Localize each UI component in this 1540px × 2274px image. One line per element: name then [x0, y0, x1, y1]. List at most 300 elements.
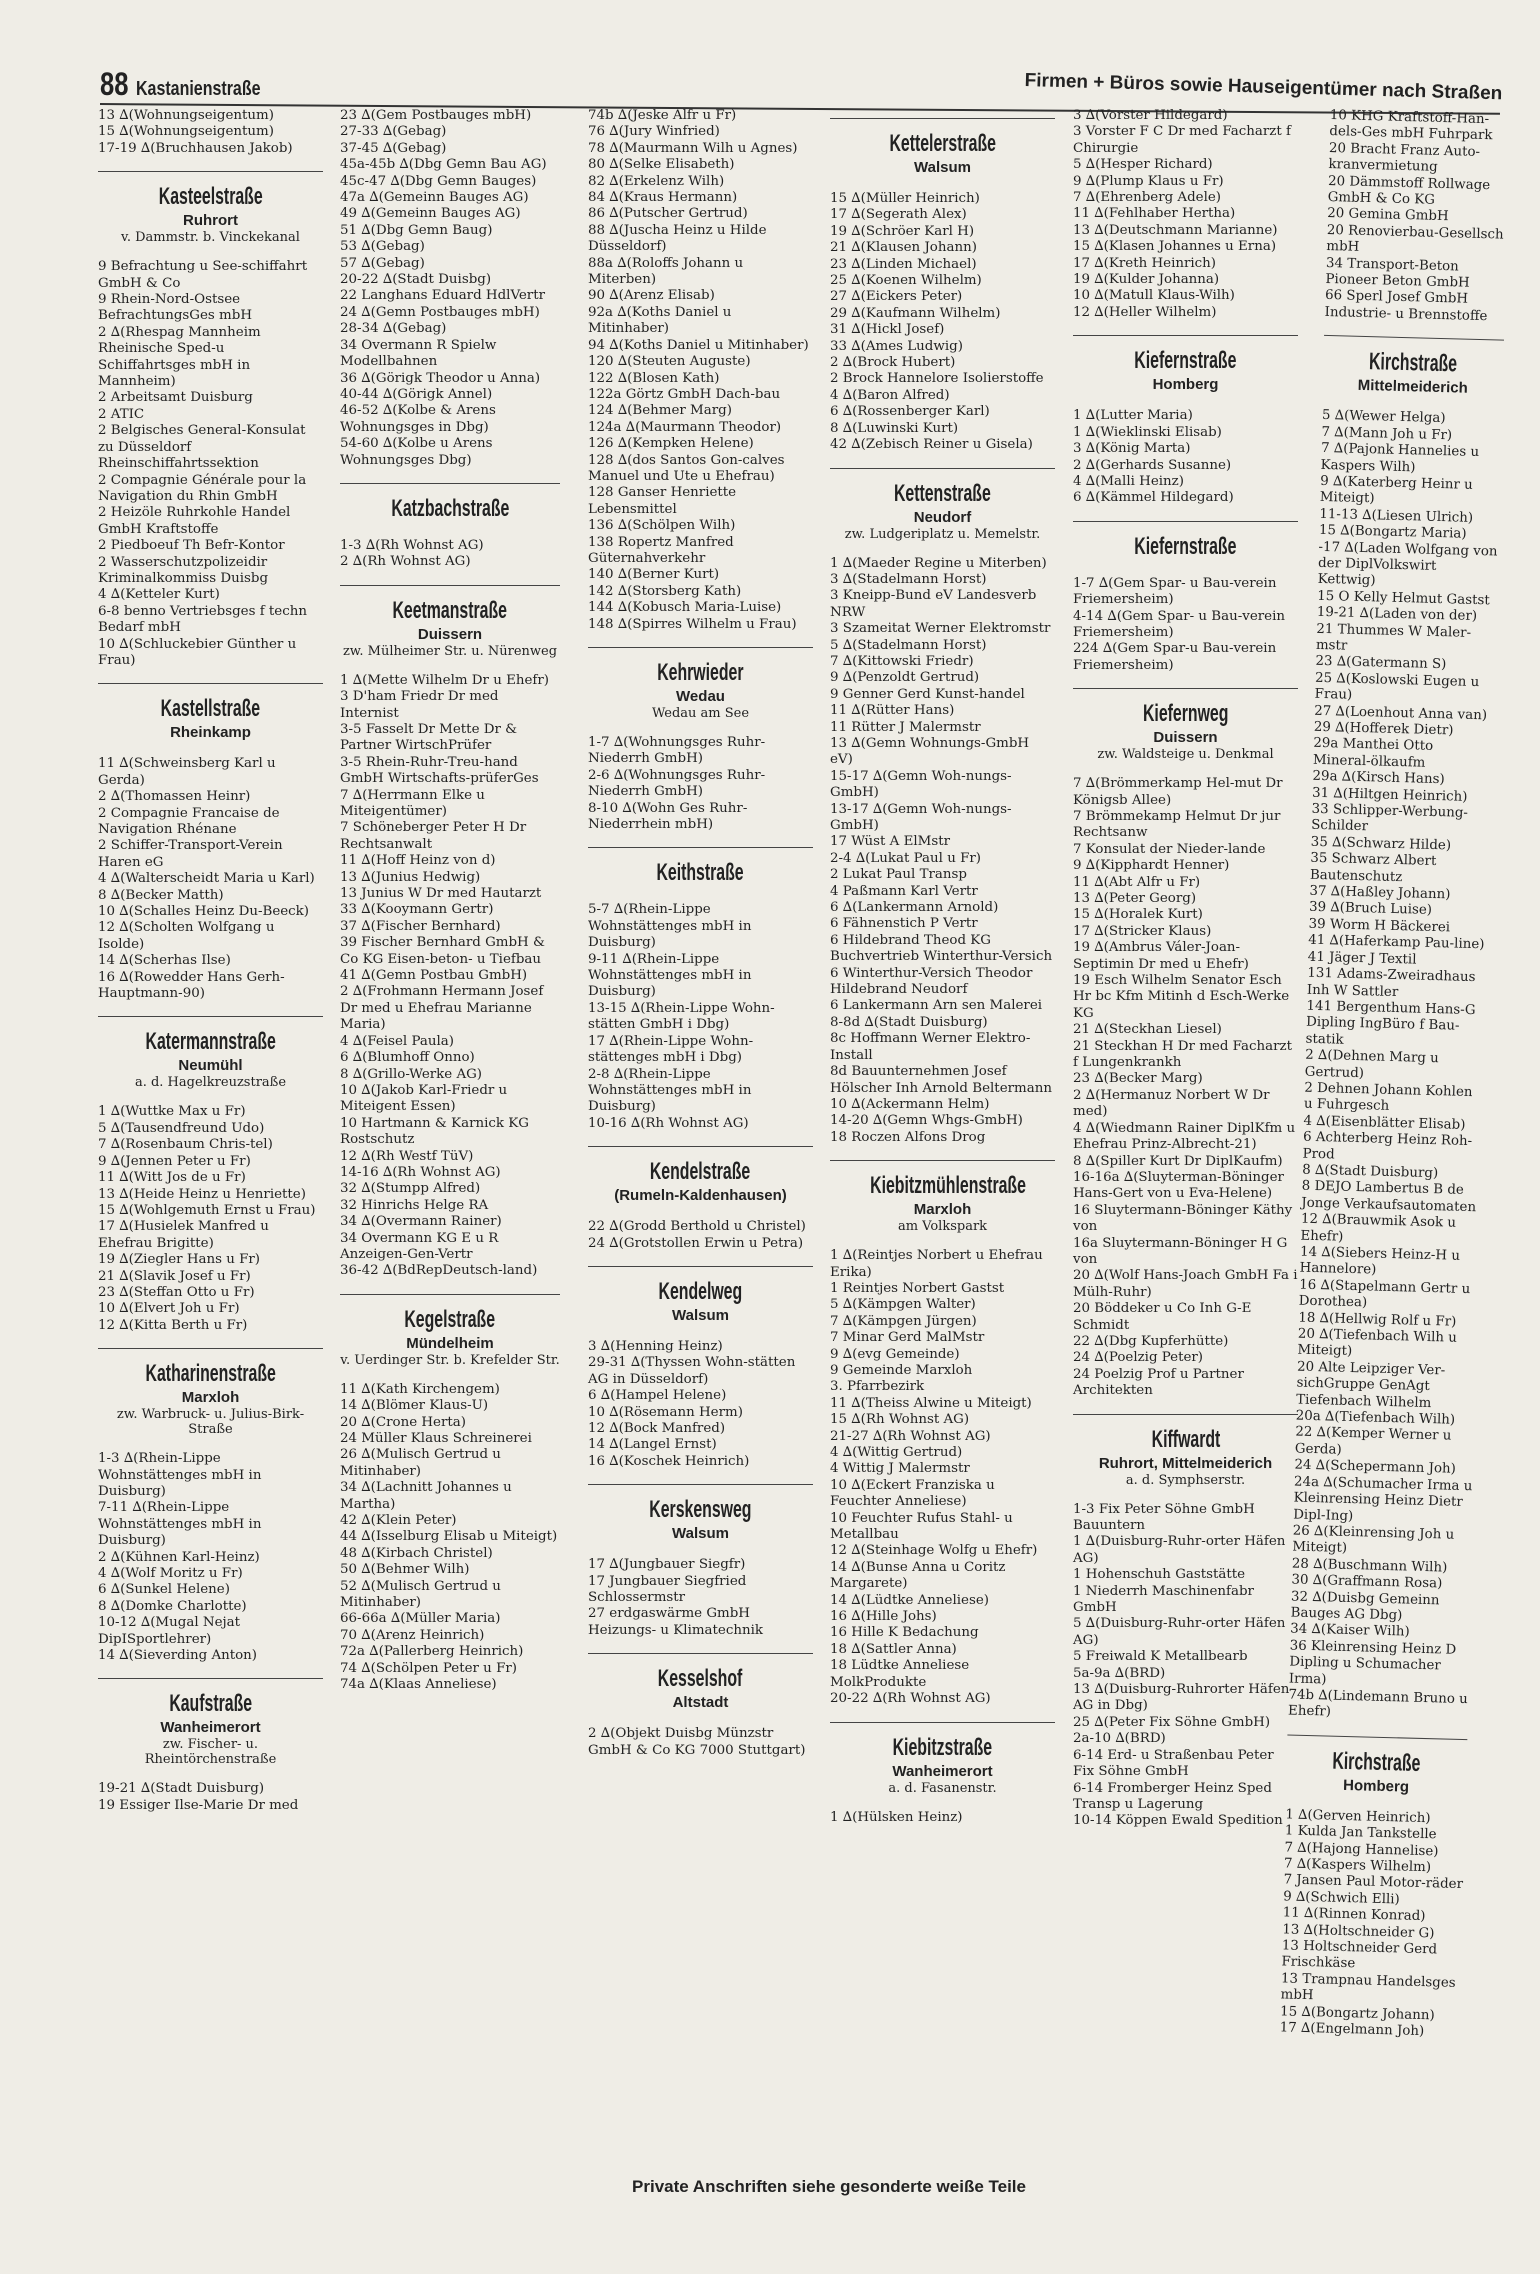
address-entry: 9-11 ∆(Rhein-Lippe Wohnstättenges mbH in Duisburg)	[588, 951, 752, 1000]
address-entry: 14 ∆(Langel Ernst)	[588, 1437, 717, 1453]
address-entry: 33 ∆(Kooymann Gertr)	[340, 902, 494, 918]
address-entry: 1 ∆(Hülsken Heinz)	[830, 1809, 963, 1825]
address-entry: 3 ∆(König Marta)	[1073, 441, 1191, 457]
address-entry: 34 ∆(Overmann Rainer)	[340, 1214, 502, 1230]
address-entry: 20 ∆(Crone Herta)	[340, 1414, 466, 1430]
street-section	[340, 1294, 560, 1694]
address-entry: 8 ∆(Stadt Duisburg)	[1301, 1162, 1439, 1182]
street-title	[588, 1653, 813, 1694]
address-entry: 141 Bergenthum Hans-G Dipling IngBüro f Bau-statik	[1305, 998, 1476, 1048]
address-entry: 6-14 Erd- u Straßenbau Peter Fix Söhne GmbH	[1073, 1747, 1274, 1780]
address-entry: 13 ∆(Holtschneider G)	[1282, 1922, 1435, 1941]
street-section	[830, 1160, 1055, 1707]
street-title-text: Kiffwardt	[1151, 1425, 1220, 1453]
address-entry: 27-33 ∆(Gebag)	[340, 124, 447, 140]
address-entry: 13-15 ∆(Rhein-Lippe Wohn-stätten GmbH i Dbg)	[588, 1000, 775, 1033]
address-entry: 1 Reintjes Norbert Gastst	[830, 1280, 1005, 1296]
street-title	[830, 468, 1055, 509]
address-entry: 32 Hinrichs Helge RA	[340, 1197, 489, 1213]
address-entry: 3 Szameitat Werner Elektromstr	[830, 621, 1051, 637]
address-entry: 37 ∆(Haßley Johann)	[1309, 883, 1451, 903]
address-entry: 7 ∆(Pajonk Hannelies u Kaspers Wilh)	[1320, 440, 1480, 475]
address-entry: 1 ∆(Lutter Maria)	[1073, 408, 1193, 424]
address-entry: 120 ∆(Steuten Auguste)	[588, 354, 751, 370]
address-entry: 1-7 ∆(Wohnungsges Ruhr-Niederrh GmbH)	[588, 735, 766, 767]
column-2	[340, 108, 560, 1694]
address-entry: 3 Kneipp-Bund eV Landesverb NRW	[830, 588, 1037, 620]
entry-list	[1073, 1502, 1298, 1830]
address-entry: 24a ∆(Schumacher Irma u Kleinrensing Heinz Dietr Dipl-Ing)	[1292, 1474, 1473, 1524]
address-entry: 7 Brömmekamp Helmut Dr jur Rechtsanw	[1073, 808, 1281, 841]
address-entry: 18 ∆(Sattler Anna)	[830, 1641, 957, 1657]
address-entry: 70 ∆(Arenz Heinrich)	[340, 1627, 485, 1643]
address-entry: 10 ∆(Ackermann Helm)	[830, 1096, 990, 1112]
street-title-text: Kirchstraße	[1332, 1747, 1422, 1777]
address-entry: 5-7 ∆(Rhein-Lippe Wohnstättenges mbH in Duisburg)	[588, 902, 752, 951]
entry-list	[588, 902, 813, 1132]
street-title	[1286, 1734, 1467, 1780]
address-entry: 29a ∆(Kirsch Hans)	[1312, 768, 1445, 788]
address-entry: 9 Genner Gerd Kunst-handel	[830, 686, 1025, 702]
address-entry: 3-5 Fasselt Dr Mette Dr & Partner WirtschPrüfer	[340, 721, 518, 754]
address-entry: 84 ∆(Kraus Hermann)	[588, 190, 738, 206]
entry-list	[340, 1382, 560, 1694]
street-section	[98, 1016, 323, 1334]
address-entry: 24 Poelzig Prof u Partner Architekten	[1073, 1366, 1244, 1399]
street-section	[830, 1722, 1055, 1826]
address-entry: 148 ∆(Spirres Wilhelm u Frau)	[588, 616, 797, 632]
address-entry: 5 ∆(Kämpgen Walter)	[830, 1297, 976, 1313]
district-label: Ruhrort, Mittelmeiderich	[1098, 1454, 1273, 1472]
address-entry: 126 ∆(Kempken Helene)	[588, 436, 754, 452]
address-entry: 20-22 ∆(Stadt Duisbg)	[340, 272, 492, 288]
address-entry: 31 ∆(Hickl Josef)	[830, 322, 945, 338]
address-entry: 21 ∆(Klausen Johann)	[830, 240, 977, 256]
address-entry: 26 ∆(Kleinrensing Joh u Miteigt)	[1292, 1523, 1455, 1557]
address-entry: 24 Müller Klaus Schreinerei	[340, 1431, 532, 1446]
address-entry: 24 ∆(Gemn Postbauges mbH)	[340, 304, 540, 320]
address-entry: 12 ∆(Scholten Wolfgang u Isolde)	[98, 920, 275, 952]
street-title-text: Kehrwieder	[657, 659, 744, 686]
address-entry: 1 ∆(Wuttke Max u Fr)	[98, 1104, 246, 1120]
address-entry: 17 ∆(Kreth Heinrich)	[1073, 255, 1217, 271]
address-entry: 15 ∆(Rh Wohnst AG)	[830, 1412, 970, 1428]
address-entry: 30 ∆(Graffmann Rosa)	[1291, 1572, 1443, 1592]
address-entry: 23 ∆(Gatermann S)	[1315, 654, 1447, 673]
address-entry: 7 ∆(Ehrenberg Adele)	[1073, 190, 1222, 206]
street-title	[588, 647, 813, 688]
address-entry: 3 Vorster F C Dr med Facharzt f Chirurgie	[1073, 124, 1291, 156]
address-entry: 28 ∆(Buschmann Wilh)	[1291, 1556, 1448, 1576]
address-entry: 80 ∆(Selke Elisabeth)	[588, 157, 735, 173]
address-entry: 4 ∆(Malli Heinz)	[1073, 473, 1184, 489]
entry-list	[1288, 408, 1502, 1725]
address-entry: 4 ∆(Ketteler Kurt)	[98, 587, 220, 603]
page-header-title: Firmen + Büros sowie Hauseigentümer nach Straßen	[1024, 70, 1503, 105]
entry-list	[588, 1339, 813, 1470]
street-title-text: Kesselshof	[658, 1665, 743, 1693]
address-entry: 22 ∆(Dbg Kupferhütte)	[1073, 1333, 1229, 1349]
address-entry: 8d Bauunternehmen Josef Hölscher Inh Arnold Beltermann	[830, 1064, 1052, 1096]
address-entry: 9 ∆(Jennen Peter u Fr)	[98, 1153, 251, 1169]
address-entry: 22 ∆(Kemper Werner u Gerda)	[1294, 1425, 1452, 1458]
street-title	[98, 171, 323, 212]
address-entry: 2-8 ∆(Rhein-Lippe Wohnstättenges mbH in Duisburg)	[588, 1066, 752, 1115]
address-entry: 7-11 ∆(Rhein-Lippe Wohnstättenges mbH in Duisburg)	[98, 1500, 262, 1549]
address-entry: 74b ∆(Jeske Alfr u Fr)	[588, 108, 737, 123]
street-title-text: Kerskensweg	[649, 1496, 752, 1524]
address-entry: 3-5 Rhein-Ruhr-Treu-hand GmbH Wirtschafts-prüferGes	[340, 754, 539, 787]
address-entry: 6 Hildebrand Theod KG Buchvertrieb Winterthur-Versich	[830, 932, 1053, 965]
address-entry: 1 Hohenschuh Gaststätte	[1073, 1567, 1246, 1583]
district-label: Homberg	[1152, 376, 1219, 394]
address-entry: 16 ∆(Rowedder Hans Gerh-Hauptmann-90)	[98, 969, 285, 1002]
address-entry: 29 ∆(Kaufmann Wilhelm)	[830, 305, 1001, 321]
address-entry: 29a Manthei Otto Mineral-ölkaufm	[1312, 736, 1434, 771]
street-title-text: Kendelstraße	[650, 1158, 751, 1186]
street-title	[340, 585, 560, 626]
address-entry: 17-19 ∆(Bruchhausen Jakob)	[98, 140, 293, 156]
address-entry: 6-8 benno Vertriebsges f techn Bedarf mbH	[98, 603, 307, 636]
street-section	[588, 1653, 813, 1759]
address-entry: 6 ∆(Hampel Helene)	[588, 1388, 727, 1404]
address-entry: 2 Wasserschutzpolizeidir Kriminalkommiss Duisbg	[98, 554, 269, 586]
district-label: Neudorf	[913, 508, 972, 526]
entry-list	[98, 1781, 323, 1814]
address-entry: 7 ∆(Rosenbaum Chris-tel)	[98, 1137, 273, 1153]
address-entry: 17 ∆(Husielek Manfred u Ehefrau Brigitte)	[98, 1219, 269, 1251]
address-entry: 14 ∆(Siebers Heinz-H u Hannelore)	[1299, 1244, 1461, 1279]
address-entry: 2 ∆(Thomassen Heinr)	[98, 789, 251, 805]
street-title	[98, 1348, 323, 1389]
street-title-text: Katzbachstraße	[391, 494, 509, 522]
address-entry: 19 Esch Wilhelm Senator Esch Hr bc Kfm Mitinh d Esch-Werke KG	[1073, 973, 1290, 1021]
address-entry: 36 Kleinrensing Heinz D Dipling u Schumacher Irma)	[1288, 1638, 1457, 1688]
address-entry: 17 ∆(Engelmann Joh)	[1279, 2020, 1425, 2040]
street-section	[1073, 688, 1298, 1399]
column-3	[588, 108, 813, 1759]
address-entry: 9 Gemeinde Marxloh	[830, 1362, 973, 1378]
column-4	[830, 108, 1055, 1826]
district-label: (Rumeln-Kaldenhausen)	[614, 1187, 787, 1205]
address-entry: 3 ∆(Vorster Hildegard)	[1073, 108, 1228, 123]
entry-list	[830, 556, 1055, 1147]
address-entry: 24 ∆(Schepermann Joh)	[1294, 1457, 1457, 1478]
address-entry: 66 Sperl Josef GmbH Industrie- u Brennstoffe	[1324, 288, 1488, 325]
street-section	[98, 1348, 323, 1664]
address-entry: 78 ∆(Maurmann Wilh u Agnes)	[588, 140, 798, 156]
address-entry: 74a ∆(Klaas Anneliese)	[340, 1677, 497, 1693]
address-entry: 2 Belgisches General-Konsulat zu Düsseldorf Rheinschiffahrtssektion	[98, 423, 306, 472]
address-entry: 31 ∆(Hiltgen Heinrich)	[1311, 785, 1468, 805]
address-entry: 7 ∆(Herrmann Elke u Miteigentümer)	[340, 787, 485, 819]
address-entry: 128 ∆(dos Santos Gon-calves Manuel und Ute u Ehefrau)	[588, 452, 785, 484]
street-section	[340, 483, 560, 571]
address-entry: 2 ∆(Objekt Duisbg Münzstr GmbH & Co KG 7000 Stuttgart)	[588, 1726, 806, 1758]
district-label: Altstadt	[672, 1694, 729, 1712]
address-entry: 13 ∆(Gemn Wohnungs-GmbH eV)	[830, 735, 1030, 768]
address-entry: 11 ∆(Abt Alfr u Fr)	[1073, 874, 1201, 890]
address-entry: 18 Roczen Alfons Drog	[830, 1129, 986, 1145]
entry-list	[1073, 408, 1298, 506]
entry-list	[588, 735, 813, 833]
street-range-note: v. Dammstr. b. Vinckekanal	[121, 230, 300, 246]
address-entry: 90 ∆(Arenz Elisab)	[588, 288, 715, 304]
address-entry: 10 ∆(Elvert Joh u Fr)	[98, 1301, 240, 1317]
address-entry: 14 ∆(Blömer Klaus-U)	[340, 1398, 489, 1414]
address-entry: 13 Junius W Dr med Hautarzt	[340, 886, 542, 902]
address-entry: 23 ∆(Becker Marg)	[1073, 1071, 1203, 1087]
address-entry: 7 ∆(Mann Joh u Fr)	[1321, 424, 1453, 443]
address-entry: 17 ∆(Segerath Alex)	[830, 207, 967, 223]
district-label: Marxloh	[181, 1389, 240, 1407]
address-entry: 21 Thummes W Maler-mstr	[1315, 621, 1472, 654]
address-entry: 16-16a ∆(Sluyterman-Böninger Hans-Gert von u Eva-Helene)	[1073, 1169, 1284, 1202]
district-label: Mündelheim	[406, 1334, 494, 1352]
address-entry: 29 ∆(Hofferek Dietr)	[1313, 719, 1454, 739]
address-entry: 20 Bracht Franz Auto-kranvermietung	[1328, 140, 1481, 176]
address-entry: 24 ∆(Grotstollen Erwin u Petra)	[588, 1235, 804, 1251]
street-section	[98, 1678, 323, 1814]
street-title	[1073, 1414, 1298, 1455]
address-entry: 1 ∆(Wieklinski Elisab)	[1073, 424, 1222, 440]
address-entry: 2-6 ∆(Wohnungsges Ruhr-Niederrh GmbH)	[588, 767, 766, 800]
address-entry: 20 ∆(Wolf Hans-Joach GmbH Fa i Mülh-Ruhr)	[1073, 1268, 1298, 1300]
street-title	[98, 1016, 323, 1057]
address-entry: 144 ∆(Kobusch Maria-Luise)	[588, 600, 782, 616]
footer-note: Private Anschriften siehe gesonderte weiße Teile	[632, 2177, 1026, 2196]
address-entry: 11 ∆(Hoff Heinz von d)	[340, 853, 496, 869]
address-entry: 34 Overmann KG E u R Anzeigen-Gen-Vertr	[340, 1230, 499, 1262]
address-entry: 12 ∆(Rh Westf TüV)	[340, 1148, 474, 1164]
address-entry: 88a ∆(Roloffs Johann u Miterben)	[588, 255, 744, 288]
entry-list	[588, 1726, 813, 1759]
address-entry: 6 ∆(Lankermann Arnold)	[830, 900, 999, 916]
street-title	[830, 1160, 1055, 1201]
address-entry: 14-16 ∆(Rh Wohnst AG)	[340, 1164, 501, 1180]
address-entry: 8 ∆(Spiller Kurt Dr DiplKaufm)	[1073, 1153, 1283, 1169]
address-entry: 16 ∆(Hille Johs)	[830, 1609, 937, 1625]
address-entry: 34 ∆(Lachnitt Johannes u Martha)	[340, 1480, 512, 1512]
address-entry: 2 ATIC	[98, 406, 145, 422]
address-entry: 33 ∆(Ames Ludwig)	[830, 338, 963, 354]
address-entry: 7 ∆(Kaspers Wilhelm)	[1283, 1856, 1432, 1876]
street-section	[1073, 521, 1298, 674]
street-range-note: zw. Waldsteige u. Denkmal	[1097, 747, 1274, 763]
address-entry: 39 Fischer Bernhard GmbH & Co KG Eisen-beton- u Tiefbau	[340, 935, 545, 967]
address-entry: 20 Böddeker u Co Inh G-E Schmidt	[1073, 1301, 1252, 1333]
address-entry: 4 ∆(Feisel Paula)	[340, 1033, 454, 1049]
street-section	[1073, 108, 1298, 321]
street-title-text: Kirchstraße	[1368, 348, 1458, 378]
district-label: Ruhrort	[183, 212, 238, 230]
entry-list	[340, 538, 560, 571]
street-section	[1073, 335, 1298, 506]
street-title-text: Kiefernweg	[1142, 700, 1229, 728]
street-title	[588, 1146, 813, 1187]
address-entry: 13 ∆(Peter Georg)	[1073, 891, 1197, 906]
district-label: Wedau	[676, 688, 725, 705]
address-entry: 1-3 Fix Peter Söhne GmbH Bauuntern	[1073, 1501, 1255, 1533]
address-entry: 122 ∆(Blosen Kath)	[588, 370, 720, 386]
entry-list	[98, 1104, 323, 1334]
address-entry: 12 ∆(Kitta Berth u Fr)	[98, 1317, 248, 1333]
address-entry: 14 ∆(Lüdtke Anneliese)	[830, 1592, 989, 1608]
address-entry: 7 ∆(Hajong Hannelise)	[1284, 1840, 1439, 1860]
address-entry: 2-4 ∆(Lukat Paul u Fr)	[830, 850, 981, 866]
address-entry: 19-21 ∆(Stadt Duisburg)	[98, 1781, 265, 1797]
address-entry: 10 ∆(Jakob Karl-Friedr u Miteigent Essen)	[340, 1082, 508, 1115]
address-entry: 15 O Kelly Helmut Gastst	[1317, 588, 1490, 609]
street-title-text: Kendelweg	[658, 1277, 743, 1305]
address-entry: 3 ∆(Stadelmann Horst)	[830, 571, 987, 587]
address-entry: 9 ∆(Plump Klaus u Fr)	[1073, 173, 1224, 189]
address-entry: 37-45 ∆(Gebag)	[340, 140, 447, 156]
address-entry: 1 Niederrh Maschinenfabr GmbH	[1073, 1583, 1254, 1616]
address-entry: 10 ∆(Schluckebier Günther u Frau)	[98, 636, 297, 668]
address-entry: 34 ∆(Kaiser Wilh)	[1289, 1621, 1410, 1640]
address-entry: 6 Lankermann Arn sen Malerei	[830, 998, 1043, 1014]
address-entry: 15 ∆(Wohlgemuth Ernst u Frau)	[98, 1202, 316, 1218]
address-entry: 15 ∆(Klasen Johannes u Erna)	[1073, 239, 1277, 255]
address-entry: 13 Holtschneider Gerd Frischkäse	[1281, 1938, 1438, 1972]
address-entry: 5 ∆(Tausendfreund Udo)	[98, 1120, 265, 1136]
address-entry: -17 ∆(Laden Wolfgang von der DiplVolkswirt Kettwig)	[1317, 539, 1498, 589]
street-section	[340, 108, 560, 469]
address-entry: 45c-47 ∆(Dbg Gemn Bauges)	[340, 173, 537, 189]
street-section	[588, 847, 813, 1132]
entry-list	[830, 191, 1055, 454]
address-entry: 41 ∆(Gemn Postbau GmbH)	[340, 968, 528, 984]
address-entry: 40-44 ∆(Görigk Annel)	[340, 386, 493, 402]
address-entry: 6 ∆(Blumhoff Onno)	[340, 1050, 475, 1066]
address-entry: 9 ∆(Kipphardt Henner)	[1073, 858, 1230, 874]
entry-list	[98, 259, 323, 669]
entry-list	[830, 1248, 1055, 1707]
address-entry: 2 ∆(Frohmann Hermann Josef Dr med u Ehefrau Marianne Maria)	[340, 984, 544, 1033]
address-entry: 37 ∆(Fischer Bernhard)	[340, 918, 501, 934]
address-entry: 14-20 ∆(Gemn Whgs-GmbH)	[830, 1113, 1023, 1129]
address-entry: 124a ∆(Maurmann Theodor)	[588, 419, 782, 435]
district-label: Duissern	[417, 625, 483, 643]
address-entry: 39 Worm H Bäckerei	[1308, 916, 1451, 936]
street-title	[1073, 688, 1298, 729]
district-label: Wanheimerort	[892, 1762, 993, 1780]
street-range-note: v. Uerdinger Str. b. Krefelder Str.	[340, 1352, 560, 1368]
address-entry: 16 ∆(Koschek Heinrich)	[588, 1453, 750, 1469]
entry-list	[340, 673, 560, 1280]
street-section	[98, 683, 323, 1002]
address-entry: 9 Befrachtung u See-schiffahrt GmbH & Co	[98, 259, 308, 291]
address-entry: 3 ∆(Henning Heinz)	[588, 1338, 723, 1354]
address-entry: 19 ∆(Kulder Johanna)	[1073, 272, 1220, 288]
street-range-note: a. d. Symphserstr.	[1125, 1472, 1246, 1488]
address-entry: 2 ∆(Dehnen Marg u Gertrud)	[1304, 1047, 1439, 1081]
street-title-text: Kasteelstraße	[158, 183, 263, 211]
address-entry: 8 ∆(Grillo-Werke AG)	[340, 1066, 483, 1082]
address-entry: 2a-10 ∆(BRD)	[1073, 1731, 1166, 1747]
street-title	[1073, 335, 1298, 376]
district-label: Homberg	[1342, 1776, 1410, 1796]
street-title-text: Kaufstraße	[169, 1690, 252, 1718]
street-title	[588, 1484, 813, 1525]
street-range-note: a. d. Fasanenstr.	[888, 1780, 997, 1796]
address-entry: 2 Compagnie Générale pour la Navigation du Rhin GmbH	[98, 472, 307, 504]
address-entry: 10 Hartmann & Karnick KG Rostschutz	[340, 1115, 529, 1148]
address-entry: 7 Minar Gerd MalMstr	[830, 1330, 985, 1346]
entry-list	[588, 1219, 813, 1252]
street-section	[98, 171, 323, 669]
address-entry: 6-14 Fromberger Heinz Sped Transp u Lagerung	[1073, 1780, 1272, 1812]
address-entry: 29-31 ∆(Thyssen Wohn-stätten AG in Düsseldorf)	[588, 1355, 796, 1387]
address-entry: 17 Jungbauer Siegfried Schlossermstr	[588, 1573, 747, 1605]
address-entry: 14 ∆(Scherhas Ilse)	[98, 953, 231, 969]
address-entry: 2 Brock Hannelore Isolierstoffe	[830, 371, 1044, 387]
district-label: Walsum	[672, 1525, 729, 1543]
street-section	[588, 1484, 813, 1639]
address-entry: 47a ∆(Gemeinn Bauges AG)	[340, 190, 529, 206]
address-entry: 4 ∆(Baron Alfred)	[830, 387, 950, 403]
address-entry: 49 ∆(Gemeinn Bauges AG)	[340, 206, 521, 222]
address-entry: 28-34 ∆(Gebag)	[340, 321, 447, 337]
street-title-text: Kiebitzstraße	[892, 1733, 993, 1761]
address-entry: 21-27 ∆(Rh Wohnst AG)	[830, 1428, 991, 1444]
address-entry: 122a Görtz GmbH Dach-bau	[588, 386, 781, 402]
address-entry: 34 Transport-Beton Pioneer Beton GmbH	[1325, 255, 1470, 291]
page-number: 88	[100, 66, 129, 102]
address-entry: 2 ∆(Rhespag Mannheim Rheinische Sped-u Schiffahrtsges mbH in Mannheim)	[98, 324, 261, 390]
address-entry: 46-52 ∆(Kolbe & Arens Wohnungsges in Dbg)	[340, 403, 496, 435]
address-entry: 10-16 ∆(Rh Wohnst AG)	[588, 1115, 749, 1131]
address-entry: 54-60 ∆(Kolbe u Arens Wohnungsges Dbg)	[340, 436, 493, 468]
address-entry: 10 ∆(Matull Klaus-Wilh)	[1073, 288, 1235, 304]
address-entry: 15 ∆(Wohnungseigentum)	[98, 124, 274, 140]
address-entry: 42 ∆(Klein Peter)	[340, 1513, 457, 1529]
address-entry: 7 Schöneberger Peter H Dr Rechtsanwalt	[340, 820, 527, 852]
district-label: Wanheimerort	[160, 1719, 261, 1737]
street-title	[830, 1722, 1055, 1763]
street-title	[1073, 521, 1298, 562]
address-entry: 45a-45b ∆(Dbg Gemn Bau AG)	[340, 157, 547, 173]
street-section	[830, 118, 1055, 454]
address-entry: 19 ∆(Ambrus Váler-Joan-Septimin Dr med u Ehefr)	[1073, 940, 1249, 972]
address-entry: 12 ∆(Steinhage Wolfg u Ehefr)	[830, 1543, 1038, 1559]
address-entry: 15-17 ∆(Gemn Woh-nungs-GmbH)	[830, 768, 1012, 801]
address-entry: 11 Rütter J Malermstr	[830, 719, 981, 735]
street-title-text: Katharinenstraße	[145, 1360, 276, 1388]
address-entry: 74b ∆(Lindemann Bruno u Ehefr)	[1287, 1687, 1468, 1720]
address-entry: 6 ∆(Kämmel Hildegard)	[1073, 490, 1234, 506]
address-entry: 42 ∆(Zebisch Reiner u Gisela)	[830, 437, 1033, 453]
address-entry: 20 Dämmstoff Rollwage GmbH & Co KG	[1327, 173, 1491, 208]
address-entry: 8 DEJO Lambertus B de Jonge Verkaufsautomaten	[1301, 1179, 1477, 1215]
address-entry: 76 ∆(Jury Winfried)	[588, 124, 720, 140]
address-entry: 17 ∆(Rhein-Lippe Wohn-stättenges mbH i Dbg)	[588, 1033, 754, 1066]
address-entry: 25 ∆(Koslowski Eugen u Frau)	[1314, 670, 1480, 703]
entry-list	[1073, 108, 1298, 321]
address-entry: 17 ∆(Jungbauer Siegfr)	[588, 1557, 746, 1573]
address-entry: 4 ∆(Wittig Gertrud)	[830, 1445, 963, 1460]
address-entry: 11 ∆(Rütter Hans)	[830, 703, 955, 719]
entry-list	[98, 756, 323, 1002]
address-entry: 19 ∆(Schröer Karl H)	[830, 223, 975, 239]
address-entry: 6 ∆(Sunkel Helene)	[98, 1582, 230, 1598]
address-entry: 19 Essiger Ilse-Marie Dr med	[98, 1797, 299, 1813]
street-range-note: zw. Fischer- u. Rheintörchenstraße	[144, 1737, 277, 1768]
street-range-note: a. d. Hagelkreuzstraße	[134, 1075, 287, 1091]
address-entry: 4 Wittig J Malermstr	[830, 1461, 970, 1477]
address-entry: 20-22 ∆(Rh Wohnst AG)	[830, 1691, 991, 1707]
